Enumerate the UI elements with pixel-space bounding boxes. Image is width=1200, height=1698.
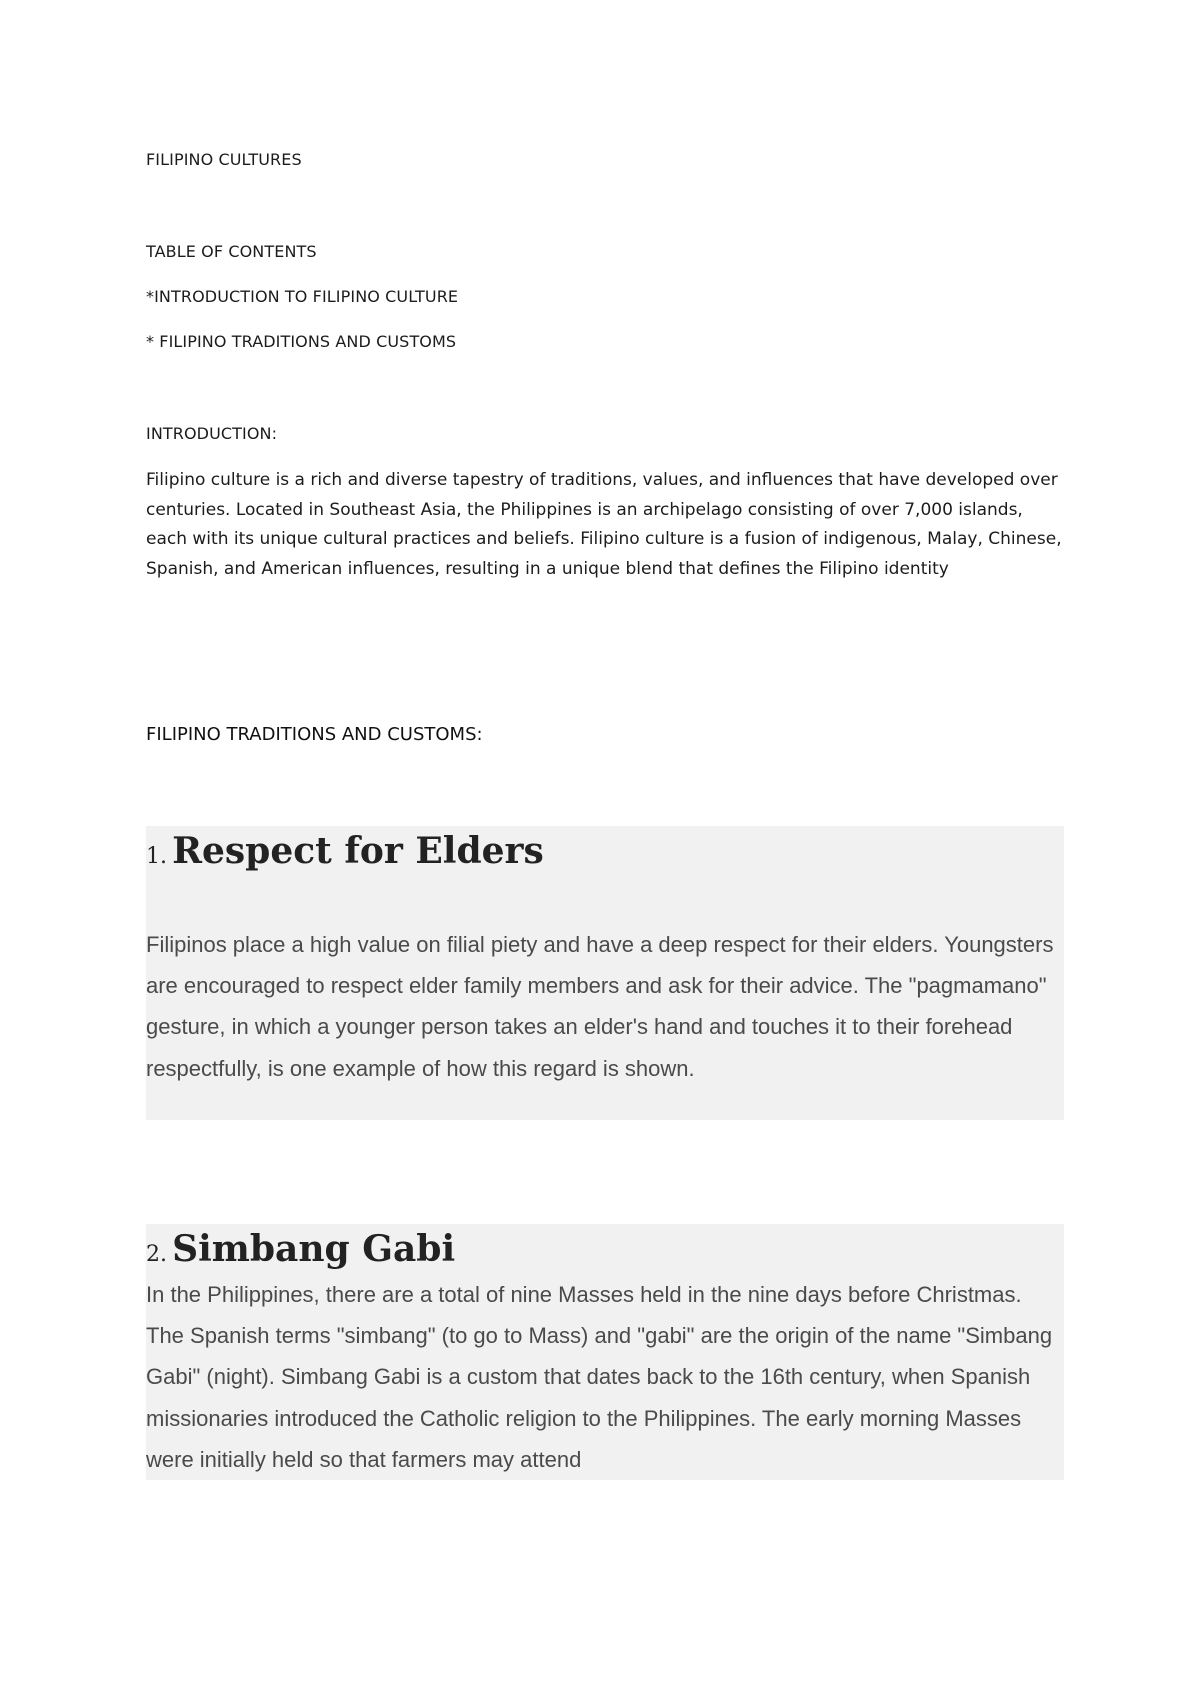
- tradition-card-respect-for-elders: [146, 826, 1064, 1120]
- toc-item-introduction: *INTRODUCTION TO FILIPINO CULTURE: [146, 287, 459, 306]
- tradition-name: Simbang Gabi: [172, 1228, 456, 1270]
- tradition-title: [146, 1228, 455, 1270]
- tradition-card-simbang-gabi: [146, 1224, 1064, 1480]
- document-title: FILIPINO CULTURES: [146, 150, 302, 169]
- traditions-heading: FILIPINO TRADITIONS AND CUSTOMS:: [146, 724, 483, 745]
- tradition-number: 1.: [146, 844, 167, 869]
- tradition-title: [146, 830, 544, 872]
- tradition-description: Filipinos place a high value on filial piety and have a deep respect for their elders. Youngsters are encouraged to respect elder family members and ask for their advice. The "pagmamano" gesture, in which a younger person takes an elder's hand and touches it to their forehead respectfully, is one example of how this regard is shown.: [146, 932, 1054, 1081]
- tradition-description: In the Philippines, there are a total of nine Masses held in the nine days before Christmas. The Spanish terms "simbang" (to go to Mass) and "gabi" are the origin of the name "Simbang Gabi" (night). Simbang Gabi is a custom that dates back to the 16th century, when Spanish missionaries introduced the Catholic religion to the Philippines. The early morning Masses were initially held so that farmers may attend: [146, 1282, 1053, 1472]
- introduction-heading: INTRODUCTION:: [146, 424, 278, 443]
- introduction-paragraph: Filipino culture is a rich and diverse tapestry of traditions, values, and influences that have developed over centuries. Located in Southeast Asia, the Philippines is an archipelago consisting of over 7,000 islands, each with its unique cultural practices and beliefs. Filipino culture is a fusion of indigenous, Malay, Chinese, Spanish, and American influences, resulting in a unique blend that defines the Filipino identity: [146, 470, 1062, 579]
- tradition-name: Respect for Elders: [172, 830, 544, 872]
- tradition-number: 2.: [146, 1242, 167, 1267]
- toc-item-traditions: * FILIPINO TRADITIONS AND CUSTOMS: [146, 332, 457, 351]
- toc-heading: TABLE OF CONTENTS: [146, 242, 317, 261]
